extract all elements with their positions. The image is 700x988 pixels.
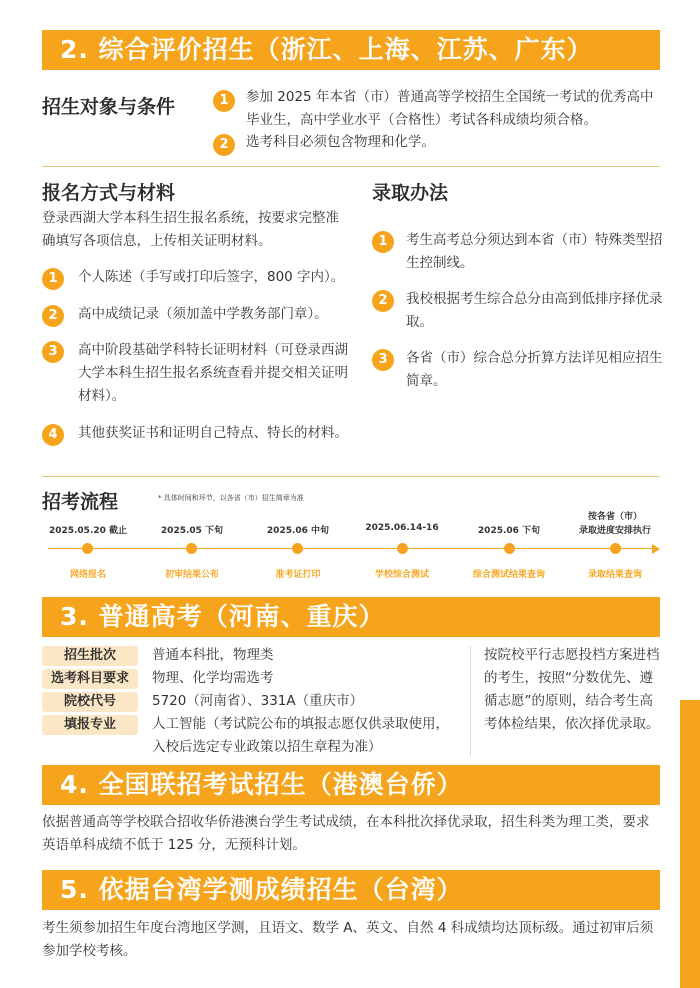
tag-subjects: 选考科目要求: [42, 669, 138, 689]
section5-banner: 5. 依据台湾学测成绩招生（台湾）: [42, 870, 660, 910]
step-6-date: 按各省（市）: [587, 512, 642, 522]
value-subjects: 物理、化学均需选考: [152, 670, 274, 686]
section3-banner: 3. 普通高考（河南、重庆）: [42, 597, 660, 637]
step-2-label: 初审结果公布: [164, 570, 219, 580]
apply-item-4-text: 其他获奖证书和证明自己特点、特长的材料。: [78, 425, 348, 441]
process-note: * 具体时间和环节，以各省（市）招生简章为准: [158, 494, 304, 502]
section5-text: 考生须参加招生年度台湾地区学测，且语文、数学 A、英文、自然 4 科成绩均达顶标级。通过初审后须参加学校考核。: [42, 920, 654, 959]
target-item-2-text: 选考科目必须包含物理和化学。: [246, 134, 435, 150]
step-6-label: 录取结果查询: [587, 570, 642, 580]
timeline-line: [48, 548, 652, 549]
step-4-date: 2025.06.14-16: [365, 523, 439, 533]
step-1-dot: [82, 543, 93, 554]
apply-heading: 报名方式与材料: [42, 182, 176, 204]
value-major: 人工智能（考试院公布的填报志愿仅供录取使用，入校后选定专业政策以招生章程为准）: [152, 716, 449, 755]
right-accent-strip: [680, 700, 700, 988]
admit-item-2-number: 2: [372, 290, 394, 312]
step-2-date: 2025.05 下旬: [160, 526, 224, 536]
apply-item-2-text: 高中成绩记录（须加盖中学教务部门章）。: [78, 306, 328, 322]
admit-item-2-text: 我校根据考生综合总分由高到低排序择优录取。: [406, 291, 663, 330]
tag-major: 填报专业: [42, 715, 138, 735]
apply-item-2-number: 2: [42, 305, 64, 327]
value-batch: 普通本科批，物理类: [152, 647, 274, 663]
apply-item-1-text: 个人陈述（手写或打印后签字，800 字内）。: [78, 269, 345, 285]
admit-item-1-number: 1: [372, 231, 394, 253]
step-4-dot: [397, 543, 408, 554]
target-item-2-number: 2: [213, 134, 235, 156]
tag-batch: 招生批次: [42, 646, 138, 666]
divider-mid: [42, 476, 660, 477]
section3-side-text: 按院校平行志愿投档方案进档的考生，按照“分数优先、遵循志愿”的原则，结合考生高考体检结果，依次择优录取。: [484, 647, 660, 732]
process-heading: 招考流程: [42, 491, 119, 513]
divider-top: [42, 166, 660, 167]
step-3-dot: [292, 543, 303, 554]
section4-banner: 4. 全国联招考试招生（港澳台侨）: [42, 765, 660, 805]
target-item-1-number: 1: [213, 90, 235, 112]
target-item-1-text: 参加 2025 年本省（市）普通高等学校招生全国统一考试的优秀高中毕业生，高中学业水平（合格性）考试各科成绩均须合格。: [246, 89, 654, 128]
step-6-dot: [610, 543, 621, 554]
admit-heading: 录取办法: [372, 182, 449, 204]
step-3-date: 2025.06 中旬: [266, 526, 330, 536]
admit-item-3-text: 各省（市）综合总分折算方法详见相应招生简章。: [406, 350, 663, 389]
step-1-label: 网络报名: [69, 570, 106, 580]
value-code: 5720（河南省）、331A（重庆市）: [152, 693, 364, 709]
step-2-dot: [186, 543, 197, 554]
apply-item-1-number: 1: [42, 268, 64, 290]
step-5-dot: [504, 543, 515, 554]
tag-code: 院校代号: [42, 692, 138, 712]
step-1-date: 2025.05.20 截止: [48, 526, 128, 536]
section4-text: 依据普通高等学校联合招收华侨港澳台学生考试成绩，在本科批次择优录取，招生科类为理工类，要求英语单科成绩不低于 125 分，无预科计划。: [42, 814, 650, 853]
step-5-label: 综合测试结果查询: [472, 570, 545, 580]
step-3-label: 准考证打印: [275, 570, 321, 580]
timeline-arrow-icon: [652, 544, 660, 554]
step-6-date-line2: 录取进度安排执行: [578, 526, 651, 536]
admit-item-3-number: 3: [372, 349, 394, 371]
section3-vertical-divider: [470, 646, 471, 756]
step-4-label: 学校综合测试: [374, 570, 429, 580]
admit-item-1-text: 考生高考总分须达到本省（市）特殊类型招生控制线。: [406, 232, 663, 271]
section2-banner: 2. 综合评价招生（浙江、上海、江苏、广东）: [42, 30, 660, 70]
apply-intro: 登录西湖大学本科生招生报名系统，按要求完整准确填写各项信息，上传相关证明材料。: [42, 210, 339, 249]
apply-item-3-text: 高中阶段基础学科特长证明材料（可登录西湖大学本科生招生报名系统查看并提交相关证明材料）。: [78, 342, 348, 404]
apply-item-4-number: 4: [42, 424, 64, 446]
step-5-date: 2025.06 下旬: [477, 526, 541, 536]
apply-item-3-number: 3: [42, 341, 64, 363]
target-heading: 招生对象与条件: [42, 96, 176, 118]
